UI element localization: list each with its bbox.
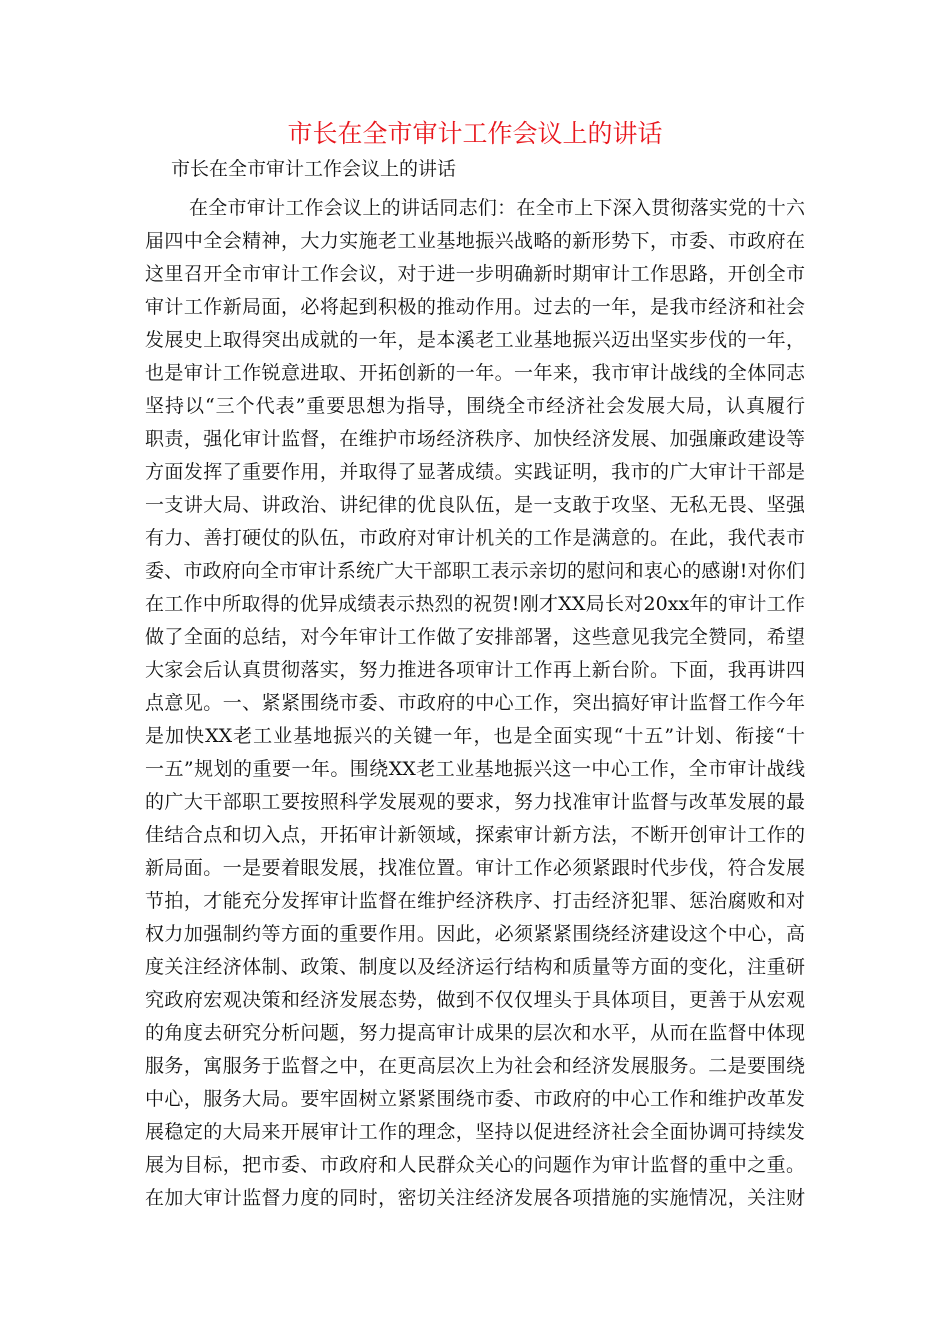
body-text-line: 一支讲大局、讲政治、讲纪律的优良队伍，是一支敢于攻坚、无私无畏、坚强 [145, 494, 805, 516]
body-text-line: 也是审计工作锐意进取、开拓创新的一年。一年来，我市审计战线的全体同志 [145, 362, 805, 384]
body-text-line: 大家会后认真贯彻落实，努力推进各项审计工作再上新台阶。下面，我再讲四 [145, 659, 805, 681]
body-text-line: 究政府宏观决策和经济发展态势，做到不仅仅埋头于具体项目，更善于从宏观 [145, 989, 805, 1011]
body-text-line: 中心，服务大局。要牢固树立紧紧围绕市委、市政府的中心工作和维护改革发 [145, 1088, 805, 1110]
body-text-line: 有力、善打硬仗的队伍，市政府对审计机关的工作是满意的。在此，我代表市 [145, 527, 805, 549]
body-text-line: 点意见。一、紧紧围绕市委、市政府的中心工作，突出搞好审计监督工作今年 [145, 692, 805, 714]
body-text-line: 佳结合点和切入点，开拓审计新领域，探索审计新方法，不断开创审计工作的 [145, 824, 805, 846]
body-text-line: 展为目标，把市委、市政府和人民群众关心的问题作为审计监督的重中之重。 [145, 1154, 805, 1176]
body-text-line: 方面发挥了重要作用，并取得了显著成绩。实践证明，我市的广大审计干部是 [145, 461, 805, 483]
body-text-line: 在加大审计监督力度的同时，密切关注经济发展各项措施的实施情况，关注财 [145, 1187, 805, 1209]
body-text-line: 发展史上取得突出成就的一年，是本溪老工业基地振兴迈出坚实步伐的一年， [145, 329, 805, 351]
document-body [145, 192, 805, 1215]
body-text-line: 新局面。一是要着眼发展，找准位置。审计工作必须紧跟时代步伐，符合发展 [145, 857, 805, 879]
body-text-line: 审计工作新局面，必将起到积极的推动作用。过去的一年，是我市经济和社会 [145, 296, 805, 318]
body-text-line: 是加快XX老工业基地振兴的关键一年，也是全面实现“十五”计划、衔接“十 [145, 725, 805, 747]
body-text-line: 在工作中所取得的优异成绩表示热烈的祝贺!刚才XX局长对20xx年的审计工作 [145, 593, 805, 615]
body-text-line: 的角度去研究分析问题，努力提高审计成果的层次和水平，从而在监督中体现 [145, 1022, 805, 1044]
body-text-line: 做了全面的总结，对今年审计工作做了安排部署，这些意见我完全赞同，希望 [145, 626, 805, 648]
body-text-line: 这里召开全市审计工作会议，对于进一步明确新时期审计工作思路，开创全市 [145, 263, 805, 285]
body-text-line: 节拍，才能充分发挥审计监督在维护经济秩序、打击经济犯罪、惩治腐败和对 [145, 890, 805, 912]
body-text-line: 委、市政府向全市审计系统广大干部职工表示亲切的慰问和衷心的感谢!对你们 [145, 560, 805, 582]
body-text-line: 权力加强制约等方面的重要作用。因此，必须紧紧围绕经济建设这个中心，高 [145, 923, 805, 945]
document-subtitle: 市长在全市审计工作会议上的讲话 [171, 158, 457, 180]
document-title: 市长在全市审计工作会议上的讲话 [287, 119, 663, 148]
body-text-line: 度关注经济体制、政策、制度以及经济运行结构和质量等方面的变化，注重研 [145, 956, 805, 978]
body-text-line: 的广大干部职工要按照科学发展观的要求，努力找准审计监督与改革发展的最 [145, 791, 805, 813]
body-text-line: 职责，强化审计监督，在维护市场经济秩序、加快经济发展、加强廉政建设等 [145, 428, 805, 450]
body-text-line: 服务，寓服务于监督之中，在更高层次上为社会和经济发展服务。二是要围绕 [145, 1055, 805, 1077]
body-text-line: 一五”规划的重要一年。围绕XX老工业基地振兴这一中心工作，全市审计战线 [145, 758, 805, 780]
body-text-line: 在全市审计工作会议上的讲话同志们：在全市上下深入贯彻落实党的十六 [189, 197, 805, 219]
body-text-line: 坚持以“三个代表”重要思想为指导，围绕全市经济社会发展大局，认真履行 [145, 395, 805, 417]
body-text-line: 展稳定的大局来开展审计工作的理念，坚持以促进经济社会全面协调可持续发 [145, 1121, 805, 1143]
body-text-line: 届四中全会精神，大力实施老工业基地振兴战略的新形势下，市委、市政府在 [145, 230, 805, 252]
